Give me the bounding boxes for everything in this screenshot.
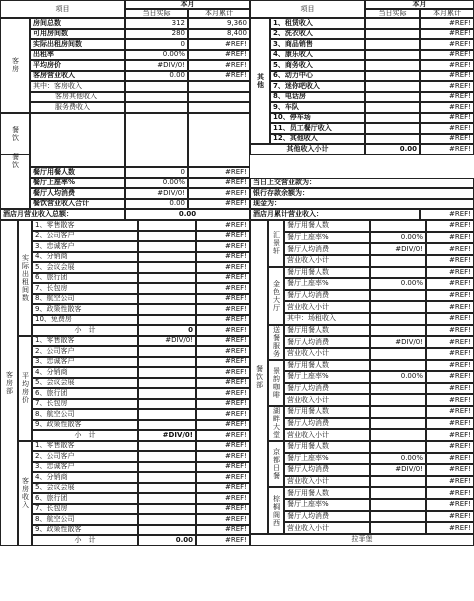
room-row-day[interactable]: 0.00% [125,50,188,61]
lower-row-v2[interactable]: #REF! [196,430,250,441]
lower-row-label[interactable]: 9、政策性散客 [32,525,138,536]
restaurant-row-v2[interactable]: #REF! [426,499,474,511]
restaurant-row-label[interactable]: 营业收入小计 [284,394,370,406]
lower-row-label[interactable]: 8、航空公司 [32,409,138,420]
restaurant-row-label[interactable]: 营业收入小计 [284,429,370,441]
lower-row-label[interactable]: 小 计 [32,430,138,441]
note-bank[interactable]: 银行存款余额为： [250,188,474,199]
other-row-day[interactable] [365,60,420,71]
other-row-label[interactable]: 5、商务收入 [270,60,365,71]
other-row-label[interactable]: 6、动力中心 [270,71,365,82]
lower-row-v2[interactable]: #REF! [196,399,250,410]
food-row-day[interactable]: #DIV/0! [125,188,188,199]
restaurant-name[interactable]: 京都日餐 [268,441,284,488]
other-row-label[interactable]: 7、迷你吧收入 [270,81,365,92]
restaurant-row-v2[interactable]: #REF! [426,290,474,302]
restaurant-row-v2[interactable]: #REF! [426,441,474,453]
other-row-month[interactable]: #REF! [420,71,474,82]
lower-row-label[interactable]: 8、航空公司 [32,294,138,305]
food-row-month[interactable]: #REF! [188,199,250,210]
lower-row-v1[interactable] [138,283,196,294]
restaurant-row-label[interactable]: 营业收入小计 [284,301,370,313]
restaurant-row-v2[interactable]: #REF! [426,232,474,244]
restaurant-row-v2[interactable]: #REF! [426,453,474,465]
lower-row-v1[interactable] [138,273,196,284]
restaurant-row-v1[interactable]: 0.00% [370,278,426,290]
food-row-month[interactable]: #REF! [188,178,250,189]
lower-row-v1[interactable] [138,357,196,368]
restaurant-row-v1[interactable]: #DIV/0! [370,336,426,348]
restaurant-name[interactable]: 湖畔大堂 [268,406,284,441]
lower-row-v2[interactable]: #REF! [196,483,250,494]
header-item[interactable]: 项目 [0,0,125,18]
lower-row-label[interactable]: 9、政策性散客 [32,304,138,315]
restaurant-name[interactable]: 金色大厅 [268,267,284,325]
room-row-label[interactable]: 出租率 [30,50,125,61]
lower-row-label[interactable]: 10、免费房 [32,315,138,326]
restaurant-row-v2[interactable]: #REF! [426,476,474,488]
header-day-right[interactable]: 当日实际 [365,9,420,18]
other-row-month[interactable]: #REF! [420,113,474,124]
restaurant-row-label[interactable]: 餐厅用餐人数 [284,325,370,337]
restaurant-row-v1[interactable] [370,429,426,441]
restaurant-row-v2[interactable]: #REF! [426,348,474,360]
other-row-label[interactable]: 8、电话房 [270,92,365,103]
other-row-day[interactable] [365,123,420,134]
room-row-month[interactable]: 9,360 [188,18,250,29]
other-row-label[interactable]: 3、商品销售 [270,39,365,50]
restaurant-row-v2[interactable]: #REF! [426,313,474,325]
restaurant-row-label[interactable]: 餐厅上座率% [284,453,370,465]
lower-row-v2[interactable]: #REF! [196,231,250,242]
food-row-day[interactable]: 0.00 [125,199,188,210]
lower-row-label[interactable]: 7、长包房 [32,504,138,515]
lower-row-label[interactable]: 4、分销商 [32,472,138,483]
lower-row-v1[interactable] [138,252,196,263]
lower-row-v2[interactable]: #REF! [196,346,250,357]
other-row-month[interactable]: #REF! [420,18,474,29]
other-row-day[interactable] [365,102,420,113]
lower-row-v1[interactable] [138,262,196,273]
room-row-day[interactable]: 0.00 [125,71,188,82]
lower-row-label[interactable]: 1、零售散客 [32,336,138,347]
total-cum-value[interactable]: #REF! [420,209,474,220]
food-section[interactable]: 餐饮 [0,113,30,155]
restaurant-row-v2[interactable]: #REF! [426,267,474,279]
restaurant-row-label[interactable]: 餐厅上座率% [284,499,370,511]
restaurant-row-label[interactable]: 餐厅用餐人数 [284,220,370,232]
restaurant-row-v1[interactable] [370,301,426,313]
restaurant-name[interactable]: 送餐服务 [268,325,284,360]
other-subtotal-month[interactable]: #REF! [420,144,474,155]
lower-row-label[interactable]: 6、旅行团 [32,388,138,399]
lower-row-v1[interactable] [138,367,196,378]
lower-row-v2[interactable]: #REF! [196,388,250,399]
lower-row-v2[interactable]: #REF! [196,273,250,284]
restaurant-row-label[interactable]: 餐厅上座率% [284,232,370,244]
lower-row-v1[interactable] [138,504,196,515]
total-hotel-label[interactable]: 酒店月营业收入总额： [0,209,125,220]
lower-row-v1[interactable] [138,420,196,431]
restaurant-row-v2[interactable]: #REF! [426,325,474,337]
room-row-day[interactable]: 312 [125,18,188,29]
restaurant-name[interactable]: 汇景轩 [268,220,284,267]
lower-row-v1[interactable] [138,241,196,252]
lower-row-label[interactable]: 1、零售散客 [32,441,138,452]
restaurant-row-label[interactable]: 餐厅人均消费 [284,290,370,302]
restaurant-row-v1[interactable]: 0.00% [370,371,426,383]
restaurant-row-v1[interactable] [370,476,426,488]
room-row-label[interactable]: 客房其他收入 [30,92,125,103]
gap-day[interactable] [125,113,188,168]
lower-row-v1[interactable]: #DIV/0! [138,430,196,441]
restaurant-row-label[interactable]: 营业收入小计 [284,522,370,534]
lower-block-title[interactable]: 平均房价 [18,336,32,441]
restaurant-row-v1[interactable]: 0.00% [370,453,426,465]
room-row-day[interactable]: 0 [125,39,188,50]
food-row-day[interactable]: 0.00% [125,178,188,189]
lower-row-label[interactable]: 3、忠诚客户 [32,462,138,473]
room-row-month[interactable]: #REF! [188,71,250,82]
other-row-month[interactable]: #REF! [420,50,474,61]
other-row-day[interactable] [365,92,420,103]
restaurant-row-label[interactable]: 营业收入小计 [284,255,370,267]
lower-row-v2[interactable]: #REF! [196,514,250,525]
room-row-month[interactable]: #REF! [188,39,250,50]
note-submit[interactable]: 当日上交营业款为： [250,178,474,189]
lower-row-v2[interactable]: #REF! [196,325,250,336]
restaurant-row-v1[interactable] [370,348,426,360]
restaurant-row-label[interactable]: 餐厅人均消费 [284,383,370,395]
restaurant-row-v1[interactable]: #DIV/0! [370,243,426,255]
gap-label[interactable] [30,113,125,168]
other-row-month[interactable]: #REF! [420,102,474,113]
food-row-month[interactable]: #REF! [188,188,250,199]
restaurant-row-v2[interactable]: #REF! [426,406,474,418]
restaurant-row-v2[interactable]: #REF! [426,371,474,383]
lower-row-label[interactable]: 6、旅行团 [32,493,138,504]
restaurant-row-label[interactable]: 餐厅上座率% [284,371,370,383]
lower-row-v2[interactable]: #REF! [196,357,250,368]
lower-row-v2[interactable]: #REF! [196,504,250,515]
other-row-label[interactable]: 1、租赁收入 [270,18,365,29]
restaurant-row-v2[interactable]: #REF! [426,255,474,267]
lower-row-v2[interactable]: #REF! [196,262,250,273]
lower-row-v1[interactable] [138,493,196,504]
other-row-month[interactable]: #REF! [420,39,474,50]
lower-row-v1[interactable] [138,346,196,357]
lower-block-title[interactable]: 实际出租间数 [18,220,32,336]
restaurant-row-v1[interactable] [370,418,426,430]
restaurant-row-label[interactable]: 营业收入小计 [284,348,370,360]
food-row-month[interactable]: #REF! [188,167,250,178]
restaurant-row-v2[interactable]: #REF! [426,220,474,232]
lower-row-label[interactable]: 5、会议会展 [32,378,138,389]
lower-row-label[interactable]: 3、忠诚客户 [32,357,138,368]
lower-row-label[interactable]: 7、长包房 [32,283,138,294]
other-row-day[interactable] [365,113,420,124]
other-row-label[interactable]: 10、停车场 [270,113,365,124]
lower-row-v2[interactable]: #REF! [196,367,250,378]
restaurant-row-label[interactable]: 餐厅用餐人数 [284,267,370,279]
restaurant-row-v1[interactable] [370,522,426,534]
restaurant-row-label[interactable]: 餐厅人均消费 [284,418,370,430]
restaurant-row-v1[interactable]: #DIV/0! [370,464,426,476]
restaurant-row-v1[interactable] [370,220,426,232]
header-month-left[interactable]: 本月 [125,0,250,9]
other-row-day[interactable] [365,81,420,92]
lower-row-label[interactable]: 小 计 [32,535,138,546]
lower-row-v2[interactable]: #REF! [196,441,250,452]
restaurant-row-label[interactable]: 餐厅上座率% [284,278,370,290]
lower-row-v1[interactable] [138,378,196,389]
restaurant-row-v1[interactable] [370,267,426,279]
other-row-day[interactable] [365,134,420,145]
room-row-month[interactable]: #REF! [188,50,250,61]
lower-row-v2[interactable]: #REF! [196,462,250,473]
other-row-month[interactable]: #REF! [420,29,474,40]
room-row-label[interactable]: 服务费收入 [30,102,125,113]
header-month-right[interactable]: 本月 [365,0,474,9]
restaurant-row-v2[interactable]: #REF! [426,418,474,430]
food-row-label[interactable]: 餐厅上座率% [30,178,125,189]
lower-row-v2[interactable]: #REF! [196,525,250,536]
restaurant-row-v1[interactable] [370,499,426,511]
restaurant-row-label[interactable]: 其中：场租收入 [284,313,370,325]
header-item-right[interactable]: 项目 [250,0,365,18]
room-row-month[interactable] [188,102,250,113]
lower-row-v2[interactable]: #REF! [196,241,250,252]
restaurant-row-v2[interactable]: #REF! [426,243,474,255]
lower-room-section[interactable]: 客房部 [0,220,18,546]
lower-row-label[interactable]: 2、公司客户 [32,231,138,242]
lower-row-v1[interactable] [138,483,196,494]
restaurant-row-v2[interactable]: #REF! [426,301,474,313]
room-row-day[interactable] [125,92,188,103]
lower-row-v1[interactable] [138,388,196,399]
total-hotel-value[interactable]: 0.00 [125,209,250,220]
lower-row-v2[interactable]: #REF! [196,283,250,294]
room-row-day[interactable] [125,81,188,92]
room-row-label[interactable]: 客房营业收入 [30,71,125,82]
lower-row-v1[interactable] [138,462,196,473]
other-subtotal-label[interactable]: 其他收入小计 [250,144,365,155]
room-row-month[interactable] [188,92,250,103]
room-row-day[interactable]: #DIV/0! [125,60,188,71]
restaurant-row-v2[interactable]: #REF! [426,394,474,406]
lower-food-section[interactable]: 餐饮部 [250,220,268,534]
lower-row-label[interactable]: 4、分销商 [32,252,138,263]
lower-row-label[interactable]: 8、航空公司 [32,514,138,525]
other-row-month[interactable]: #REF! [420,123,474,134]
restaurant-row-label[interactable]: 餐厅用餐人数 [284,487,370,499]
lower-row-v2[interactable]: #REF! [196,451,250,462]
restaurant-row-v1[interactable] [370,441,426,453]
restaurant-row-label[interactable]: 餐厅用餐人数 [284,441,370,453]
restaurant-row-v2[interactable]: #REF! [426,336,474,348]
lower-row-v1[interactable] [138,409,196,420]
lower-row-v1[interactable] [138,525,196,536]
food-row-label[interactable]: 餐厅人均消费 [30,188,125,199]
room-row-label[interactable]: 可用房间数 [30,29,125,40]
restaurant-row-v1[interactable] [370,325,426,337]
room-row-label[interactable]: 实际出租房间数 [30,39,125,50]
restaurant-name[interactable]: 棕榈阁西 [268,487,284,534]
room-row-label[interactable]: 房间总数 [30,18,125,29]
other-row-month[interactable]: #REF! [420,92,474,103]
total-cum-label[interactable]: 酒店月累计营业收入： [250,209,420,220]
restaurant-row-label[interactable]: 营业收入小计 [284,476,370,488]
restaurant-row-v1[interactable] [370,255,426,267]
lower-row-label[interactable]: 2、公司客户 [32,346,138,357]
other-row-day[interactable] [365,29,420,40]
restaurant-row-label[interactable]: 餐厅用餐人数 [284,406,370,418]
lower-row-v1[interactable] [138,441,196,452]
room-row-day[interactable] [125,102,188,113]
lower-row-v2[interactable]: #REF! [196,315,250,326]
lower-row-label[interactable]: 2、公司客户 [32,451,138,462]
restaurant-row-v1[interactable]: 0.00% [370,232,426,244]
restaurant-row-label[interactable]: 餐厅人均消费 [284,464,370,476]
restaurant-row-v1[interactable] [370,406,426,418]
lower-row-v2[interactable]: #REF! [196,535,250,546]
room-row-day[interactable]: 280 [125,29,188,40]
room-section[interactable]: 客房 [0,18,30,113]
lower-block-title[interactable]: 客房收入 [18,441,32,546]
restaurant-row-label[interactable]: 餐厅人均消费 [284,243,370,255]
room-row-label[interactable]: 其中：客房收入 [30,81,125,92]
header-day-left[interactable]: 当日实际 [125,9,188,18]
lower-row-v2[interactable]: #REF! [196,493,250,504]
restaurant-row-v1[interactable] [370,383,426,395]
lower-row-label[interactable]: 5、会议会展 [32,483,138,494]
restaurant-row-v2[interactable]: #REF! [426,360,474,372]
lower-row-v1[interactable] [138,294,196,305]
lower-row-label[interactable]: 1、零售散客 [32,220,138,231]
other-row-day[interactable] [365,18,420,29]
restaurant-row-v2[interactable]: #REF! [426,487,474,499]
restaurant-row-v1[interactable] [370,360,426,372]
header-total-right[interactable]: 本月累计 [420,9,474,18]
other-row-month[interactable]: #REF! [420,134,474,145]
lower-row-v1[interactable]: #DIV/0! [138,336,196,347]
other-row-label[interactable]: 9、车队 [270,102,365,113]
restaurant-row-v1[interactable] [370,511,426,523]
other-row-label[interactable]: 4、康乐收入 [270,50,365,61]
other-row-label[interactable]: 12、其他收入 [270,134,365,145]
room-row-label[interactable]: 平均房价 [30,60,125,71]
room-row-month[interactable]: 8,400 [188,29,250,40]
lower-row-label[interactable]: 5、会议会展 [32,262,138,273]
restaurant-row-v2[interactable]: #REF! [426,383,474,395]
restaurant-name[interactable]: 景韵咖啡 [268,360,284,407]
restaurant-row-v1[interactable] [370,290,426,302]
lower-row-v2[interactable]: #REF! [196,304,250,315]
lower-row-v2[interactable]: #REF! [196,378,250,389]
food-row-day[interactable]: 0 [125,167,188,178]
lower-row-v1[interactable] [138,514,196,525]
restaurant-row-v1[interactable] [370,394,426,406]
room-row-month[interactable]: #REF! [188,60,250,71]
other-row-day[interactable] [365,39,420,50]
lower-row-v2[interactable]: #REF! [196,252,250,263]
lower-row-v1[interactable] [138,399,196,410]
note-cash[interactable]: 现金为： [250,199,474,210]
restaurant-row-v2[interactable]: #REF! [426,511,474,523]
restaurant-row-v2[interactable]: #REF! [426,429,474,441]
food-row-label[interactable]: 餐饮营业收入合计 [30,199,125,210]
lower-row-label[interactable]: 6、旅行团 [32,273,138,284]
other-row-month[interactable]: #REF! [420,81,474,92]
gap-month[interactable] [188,113,250,168]
lower-row-v1[interactable]: 0 [138,325,196,336]
food-row-label[interactable]: 餐厅用餐人数 [30,167,125,178]
lower-row-v1[interactable] [138,304,196,315]
lower-row-v2[interactable]: #REF! [196,420,250,431]
restaurant-row-v1[interactable] [370,313,426,325]
lower-row-v1[interactable] [138,315,196,326]
lower-row-label[interactable]: 9、政策性散客 [32,420,138,431]
other-row-month[interactable]: #REF! [420,60,474,71]
lower-row-v2[interactable]: #REF! [196,472,250,483]
other-row-day[interactable] [365,50,420,61]
other-row-label[interactable]: 2、洗衣收入 [270,29,365,40]
restaurant-row-v1[interactable] [370,487,426,499]
food-section-cell[interactable]: 餐饮 [0,113,30,210]
header-total-left[interactable]: 本月累计 [188,9,250,18]
restaurant-row-v2[interactable]: #REF! [426,464,474,476]
other-row-day[interactable] [365,71,420,82]
lower-row-v2[interactable]: #REF! [196,220,250,231]
lower-row-label[interactable]: 7、长包房 [32,399,138,410]
other-subtotal-day[interactable]: 0.00 [365,144,420,155]
lower-row-v2[interactable]: #REF! [196,409,250,420]
other-section[interactable]: 其他 [250,18,270,144]
lower-row-label[interactable]: 小 计 [32,325,138,336]
lower-row-v1[interactable] [138,231,196,242]
restaurant-row-label[interactable]: 餐厅用餐人数 [284,360,370,372]
other-row-label[interactable]: 11、员工餐厅收入 [270,123,365,134]
lower-row-label[interactable]: 4、分销商 [32,367,138,378]
restaurant-row-v2[interactable]: #REF! [426,522,474,534]
lower-row-v2[interactable]: #REF! [196,336,250,347]
room-row-month[interactable] [188,81,250,92]
lower-row-label[interactable]: 3、忠诚客户 [32,241,138,252]
lower-row-v2[interactable]: #REF! [196,294,250,305]
restaurant-row-label[interactable]: 餐厅人均消费 [284,336,370,348]
footer-right[interactable]: 拉菲堡 [250,534,474,546]
restaurant-row-v2[interactable]: #REF! [426,278,474,290]
lower-row-v1[interactable] [138,472,196,483]
lower-row-v1[interactable]: 0.00 [138,535,196,546]
lower-row-v1[interactable] [138,451,196,462]
lower-row-v1[interactable] [138,220,196,231]
restaurant-row-label[interactable]: 餐厅人均消费 [284,511,370,523]
